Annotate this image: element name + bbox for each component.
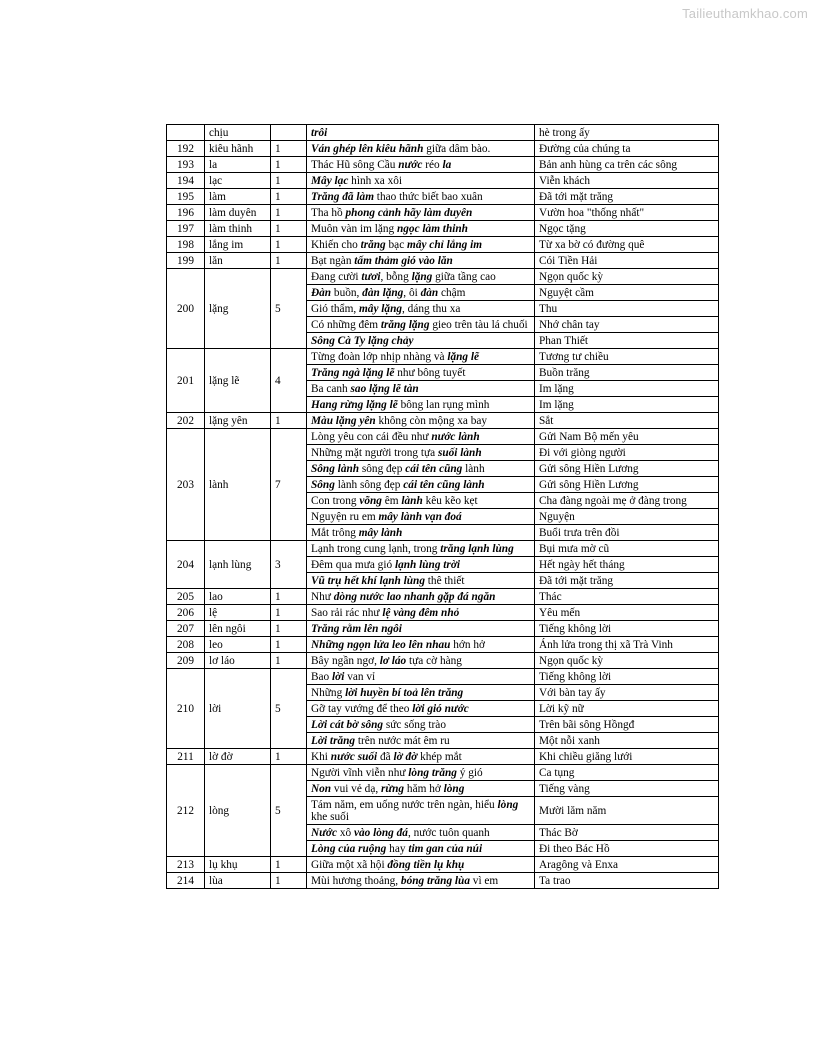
entry-number: 197 [167,221,205,237]
example-line: Từng đoàn lớp nhịp nhàng và lặng lẽ [307,349,535,365]
highlighted-phrase: bóng trăng lùa [400,875,470,887]
poem-title: Tiếng không lời [535,669,719,685]
table-row [167,637,719,653]
table-row [167,589,719,605]
highlighted-phrase: dòng nước lao nhanh gặp đá ngăn [333,591,496,603]
highlighted-phrase: tim gan của núi [408,843,483,855]
poem-title: Đường của chúng ta [535,141,719,157]
entry-number: 193 [167,157,205,173]
poem-title: Tương tư chiều [535,349,719,365]
poem-title: Aragông và Enxa [535,857,719,873]
entry-word: lạnh lùng [205,541,271,589]
highlighted-phrase: võng [359,495,382,507]
entry-count: 1 [271,749,307,765]
highlighted-phrase: cái tên cũng [405,463,463,475]
entry-count: 1 [271,157,307,173]
entry-count: 1 [271,621,307,637]
highlighted-phrase: đàn lặng [362,287,404,299]
highlighted-phrase: rừng [380,783,405,795]
table-row [167,541,719,557]
entry-word: leo [205,637,271,653]
poem-title: Mười lăm năm [535,797,719,825]
example-line [307,333,535,349]
entry-word: lụ khụ [205,857,271,873]
example-line [307,125,535,141]
entry-number: 201 [167,349,205,413]
poem-title: Từ xa bờ có đường quê [535,237,719,253]
example-line: Lòng của ruộng hay tim gan của núi [307,841,535,857]
poem-title: Yêu mến [535,605,719,621]
highlighted-phrase: lòng [497,799,519,811]
entry-word: làm [205,189,271,205]
entry-count: 1 [271,205,307,221]
highlighted-phrase: la [442,159,452,171]
example-line: Ba canh sao lặng lẽ tàn [307,381,535,397]
poem-title: Phan Thiết [535,333,719,349]
entry-number: 213 [167,857,205,873]
highlighted-phrase: Sông lành [311,463,360,475]
entry-count: 3 [271,541,307,589]
example-line: Con trong võng êm lành kêu kẽo kẹt [307,493,535,509]
poem-title: Gửi sông Hiền Lương [535,477,719,493]
poem-title: Buổi trưa trên đồi [535,525,719,541]
entry-number: 214 [167,873,205,889]
entry-number: 203 [167,429,205,541]
example-line: Người vĩnh viễn như lòng trăng ý gió [307,765,535,781]
poem-title: Nhớ chân tay [535,317,719,333]
highlighted-phrase: lòng [443,783,465,795]
example-line: Lạnh trong cung lạnh, trong trăng lạnh lùng [307,541,535,557]
poem-title: Đi theo Bác Hồ [535,841,719,857]
table-row [167,269,719,285]
poem-title: Một nỗi xanh [535,733,719,749]
entry-count: 1 [271,141,307,157]
poem-title: Đã tới mặt trăng [535,189,719,205]
example-line: Như dòng nước lao nhanh gặp đá ngăn [307,589,535,605]
example-line: Bây ngần ngơ, lơ láo tựa cờ hàng [307,653,535,669]
poem-title: Ca tụng [535,765,719,781]
highlighted-phrase: mây chỉ lắng im [407,239,483,251]
example-line: Lời cát bờ sông sức sống trào [307,717,535,733]
example-line: Khi nước suối đã lờ đờ khép mắt [307,749,535,765]
example-line: Tám năm, em uống nước trên ngàn, hiểu lòng khe suối [307,797,535,825]
poem-title: Đi với giòng người [535,445,719,461]
highlighted-phrase: Màu lặng yên [311,415,376,427]
poem-title: Tiếng vàng [535,781,719,797]
table-row [167,653,719,669]
table-row [167,605,719,621]
highlighted-phrase: Lời cát bờ sông [311,719,384,731]
example-line: Gió thẩm, mây lặng, dáng thu xa [307,301,535,317]
example-line: Khiến cho trăng bạc mây chỉ lắng im [307,237,535,253]
highlighted-phrase: lời [332,671,345,683]
highlighted-phrase: lời gió nước [412,703,469,715]
example-line: Non vui vẻ dạ, rừng hăm hở lòng [307,781,535,797]
example-line [307,621,535,637]
poem-title: Im lặng [535,397,719,413]
highlighted-phrase: phong cảnh hãy làm duyên [345,207,473,219]
highlighted-phrase: Sông [311,479,335,491]
example-line: Gỡ tay vướng để theo lời gió nước [307,701,535,717]
highlighted-phrase: Vũ trụ hết khí lạnh lùng [311,575,425,587]
poem-title: Gửi Nam Bộ mến yêu [535,429,719,445]
example-line: Ván ghép lên kiêu hãnh giữa dâm bào. [307,141,535,157]
table-row [167,253,719,269]
highlighted-phrase: lạnh lùng trời [394,559,461,571]
entry-count: 1 [271,221,307,237]
poem-title: Ta trao [535,873,719,889]
example-line: Những mặt người trong tựa suối lành [307,445,535,461]
entry-count: 5 [271,269,307,349]
table-row [167,237,719,253]
entry-number [167,125,205,141]
entry-count: 5 [271,669,307,749]
entry-count [271,125,307,141]
example-line: Lòng yêu con cái đều như nước lành [307,429,535,445]
example-line: Mùi hương thoảng, bóng trăng lùa vì em [307,873,535,889]
highlighted-phrase: Sông Cà Ty lặng chảy [311,335,414,347]
poem-title: Với bàn tay ấy [535,685,719,701]
poem-title: Ngọn quốc kỳ [535,269,719,285]
table-row [167,413,719,429]
highlighted-phrase: Nước [311,827,338,839]
entry-number: 209 [167,653,205,669]
entry-word: lùa [205,873,271,889]
entry-word: lặng [205,269,271,349]
table-row [167,173,719,189]
entry-word: lao [205,589,271,605]
example-line: Màu lặng yên không còn mộng xa bay [307,413,535,429]
example-line: Mây lạc hình xa xôi [307,173,535,189]
entry-word: lạc [205,173,271,189]
highlighted-phrase: ngọc làm thinh [396,223,468,235]
example-line: Hang rừng lặng lẽ bông lan rụng mình [307,397,535,413]
highlighted-phrase: Non [311,783,332,795]
table-row [167,205,719,221]
highlighted-phrase: mây lành vạn đoá [378,511,462,523]
entry-word: lòng [205,765,271,857]
example-line: Mắt trông mây lành [307,525,535,541]
example-line: Nguyện ru em mây lành vạn đoá [307,509,535,525]
entry-number: 211 [167,749,205,765]
example-line: Bao lời van vỉ [307,669,535,685]
highlighted-phrase: Đàn [311,287,332,299]
highlighted-phrase: Mây lạc [311,175,349,187]
example-line: Vũ trụ hết khí lạnh lùng thê thiết [307,573,535,589]
entry-count: 1 [271,653,307,669]
poem-title: Nguyện [535,509,719,525]
entry-number: 212 [167,765,205,857]
highlighted-phrase: Lời trăng [311,735,356,747]
poem-title: Ánh lửa trong thị xã Trà Vinh [535,637,719,653]
entry-number: 192 [167,141,205,157]
entry-count: 1 [271,253,307,269]
entry-word: lên ngôi [205,621,271,637]
highlighted-phrase: tấm thảm gió vào lăn [354,255,453,267]
highlighted-phrase: Trăng ngà lặng lẽ [311,367,395,379]
table-row [167,221,719,237]
entry-number: 202 [167,413,205,429]
highlighted-phrase: đàn [420,287,439,299]
poem-title: Ngọn quốc kỳ [535,653,719,669]
poem-title: Đã tới mặt trăng [535,573,719,589]
poem-title: Bụi mưa mờ cũ [535,541,719,557]
entry-word: lơ láo [205,653,271,669]
highlighted-phrase: lờ đờ [393,751,418,763]
poem-title: Im lặng [535,381,719,397]
entry-count: 1 [271,857,307,873]
highlighted-phrase: sao lặng lẽ tàn [350,383,419,395]
site-watermark: Tailieuthamkhao.com [682,6,808,21]
entry-word: lành [205,429,271,541]
example-line: Muôn vàn im lặng ngọc làm thinh [307,221,535,237]
poem-title: Khi chiều giăng lưới [535,749,719,765]
poem-title: Nguyệt cầm [535,285,719,301]
example-line: Sao rải rác như lệ vàng đêm nhỏ [307,605,535,621]
entry-number: 194 [167,173,205,189]
poem-title: hè trong ấy [535,125,719,141]
highlighted-phrase: lặng [411,271,433,283]
highlighted-phrase: lời huyền bí toả lên trăng [345,687,464,699]
highlighted-phrase: lặng lẽ [447,351,480,363]
example-line: Trăng đã làm thao thức biết bao xuân [307,189,535,205]
highlighted-phrase: lòng trăng [408,767,457,779]
example-line: Sông lành sông đẹp cái tên cũng lành [307,477,535,493]
entry-word: lăn [205,253,271,269]
example-line: Lời trăng trên nước mát êm ru [307,733,535,749]
entry-number: 200 [167,269,205,349]
entry-count: 1 [271,589,307,605]
table-row [167,749,719,765]
example-line: Tha hồ phong cảnh hãy làm duyên [307,205,535,221]
entry-number: 205 [167,589,205,605]
poem-title: Thác [535,589,719,605]
highlighted-phrase: mây lành [358,527,403,539]
entry-word: lắng im [205,237,271,253]
table-row [167,125,719,141]
entry-count: 7 [271,429,307,541]
poem-title: Cha đàng ngoài mẹ ở đàng trong [535,493,719,509]
poem-title: Tiếng không lời [535,621,719,637]
entry-word: lặng yên [205,413,271,429]
highlighted-phrase: tươi [361,271,381,283]
example-line: Những lời huyền bí toả lên trăng [307,685,535,701]
entry-number: 198 [167,237,205,253]
highlighted-phrase: cái tên cũng lành [403,479,485,491]
example-line: Đang cười tươi, bỗng lặng giữa tầng cao [307,269,535,285]
vocabulary-table-body [167,125,719,889]
highlighted-phrase: vào lòng đá [353,827,408,839]
highlighted-phrase: nước lành [431,431,480,443]
highlighted-phrase: lành [401,495,423,507]
example-line: Giữa một xã hội đồng tiền lụ khụ [307,857,535,873]
example-line: Đêm qua mưa gió lạnh lùng trời [307,557,535,573]
highlighted-phrase: lệ vàng đêm nhỏ [382,607,460,619]
highlighted-phrase: Trăng đã làm [311,191,374,203]
entry-number: 207 [167,621,205,637]
highlighted-phrase: trăng lạnh lùng [440,543,514,555]
entry-word: làm duyên [205,205,271,221]
poem-title: Vườn hoa "thống nhất" [535,205,719,221]
table-row [167,765,719,781]
table-row [167,669,719,685]
poem-title: Bản anh hùng ca trên các sông [535,157,719,173]
example-line: Thác Hũ sông Cầu nước réo la [307,157,535,173]
highlighted-phrase: mây lặng [359,303,403,315]
entry-number: 206 [167,605,205,621]
table-row [167,189,719,205]
poem-title: Buồn trăng [535,365,719,381]
entry-word: chịu [205,125,271,141]
entry-count: 5 [271,765,307,857]
example-line: Sông lành sông đẹp cái tên cũng lành [307,461,535,477]
entry-count: 1 [271,873,307,889]
entry-number: 210 [167,669,205,749]
entry-word: la [205,157,271,173]
entry-number: 196 [167,205,205,221]
example-line: Có những đêm trăng lặng gieo trên tàu lá chuối [307,317,535,333]
entry-count: 4 [271,349,307,413]
entry-count: 1 [271,237,307,253]
example-line: Bạt ngàn tấm thảm gió vào lăn [307,253,535,269]
highlighted-phrase: đồng tiền lụ khụ [387,859,465,871]
poem-title: Thác Bờ [535,825,719,841]
highlighted-phrase: trăng [360,239,386,251]
entry-count: 1 [271,605,307,621]
highlighted-phrase: Lòng của ruộng [311,843,387,855]
table-row [167,349,719,365]
poem-title: Hết ngày hết tháng [535,557,719,573]
example-line: Nước xô vào lòng đá, nước tuôn quanh [307,825,535,841]
entry-count: 1 [271,637,307,653]
entry-word: làm thinh [205,221,271,237]
example-line: Những ngọn lửa leo lên nhau hớn hở [307,637,535,653]
entry-number: 199 [167,253,205,269]
highlighted-phrase: Những ngọn lửa leo lên nhau [311,639,451,651]
poem-title: Trên bãi sông Hồngđ [535,717,719,733]
poem-title: Thu [535,301,719,317]
example-line: Trăng ngà lặng lẽ như bông tuyết [307,365,535,381]
highlighted-phrase: lơ láo [379,655,407,667]
highlighted-phrase: trăng lặng [380,319,430,331]
poem-title: Lời kỹ nữ [535,701,719,717]
table-row [167,429,719,445]
table-row [167,621,719,637]
entry-number: 195 [167,189,205,205]
poem-title: Viễn khách [535,173,719,189]
vocabulary-table [166,124,719,889]
entry-number: 204 [167,541,205,589]
entry-word: lặng lẽ [205,349,271,413]
highlighted-phrase: nước suối [330,751,378,763]
poem-title: Cói Tiền Hải [535,253,719,269]
highlighted-phrase: Hang rừng lặng lẽ [311,399,398,411]
highlighted-phrase: Ván ghép lên kiêu hãnh [311,143,424,155]
highlighted-phrase: nước [398,159,423,171]
example-line: Đàn buồn, đàn lặng, ôi đàn chậm [307,285,535,301]
entry-number: 208 [167,637,205,653]
entry-word: lờ đờ [205,749,271,765]
table-row [167,141,719,157]
entry-count: 1 [271,413,307,429]
highlighted-phrase: suối lành [437,447,482,459]
table-row [167,873,719,889]
table-row [167,857,719,873]
entry-word: lời [205,669,271,749]
poem-title: Sắt [535,413,719,429]
highlighted-phrase: trôi [311,127,328,139]
entry-word: kiêu hãnh [205,141,271,157]
highlighted-phrase: Trăng rằm lên ngôi [311,623,402,635]
table-row [167,157,719,173]
poem-title: Gửi sông Hiền Lương [535,461,719,477]
poem-title: Ngọc tặng [535,221,719,237]
entry-count: 1 [271,173,307,189]
entry-count: 1 [271,189,307,205]
entry-word: lệ [205,605,271,621]
